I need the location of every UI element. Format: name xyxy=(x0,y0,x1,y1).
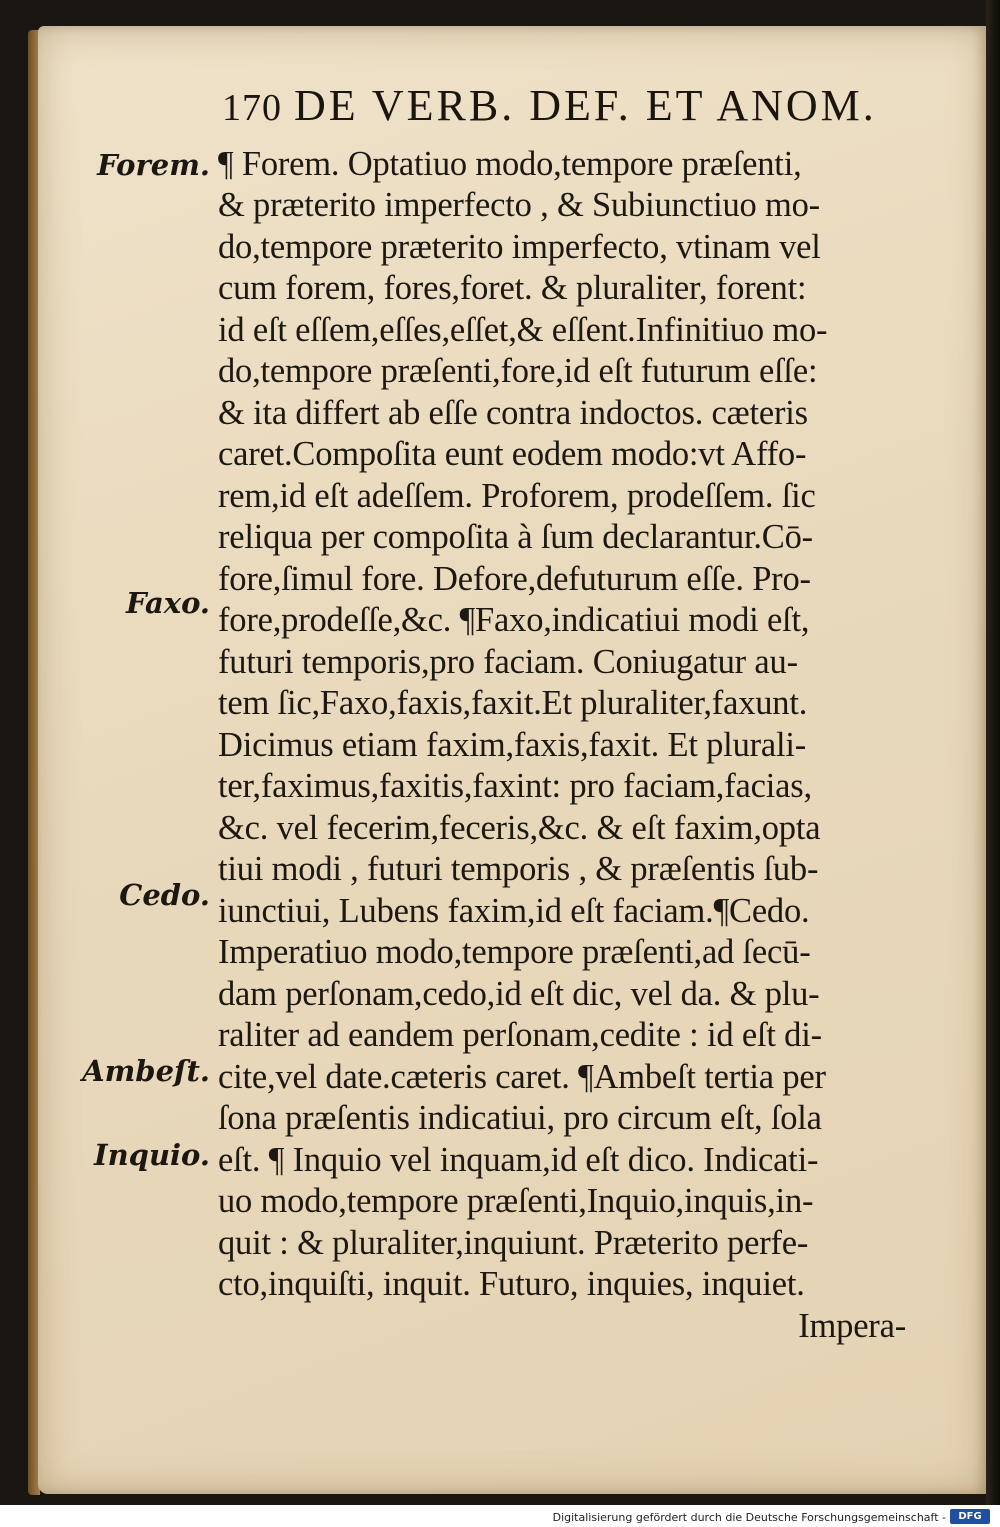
text-line: do,tempore præterito imperfecto, vtinam vel xyxy=(218,228,821,266)
text-line: &c. vel fecerim,feceris,&c. & eſt faxim,opta xyxy=(218,809,821,847)
margin-note-faxo: Faxo. xyxy=(125,586,210,620)
text-line: quit : & pluraliter,inquiunt. Præterito perfe- xyxy=(218,1224,809,1262)
text-line: rem,id eſt adeſſem. Proforem, prodeſſem. ſic xyxy=(218,477,816,515)
footer-credit: Digitalisierung gefördert durch die Deutsche Forschungsgemeinschaft - xyxy=(552,1511,946,1524)
text-line: fore,ſimul fore. Defore,defuturum eſſe. Pro- xyxy=(218,560,811,598)
text-line: Dicimus etiam faxim,faxis,faxit. Et plurali- xyxy=(218,726,807,764)
footer-bar xyxy=(0,1505,1000,1527)
dfg-logo-label: DFG xyxy=(958,1511,982,1522)
text-line: tem ſic,Faxo,faxis,faxit.Et pluraliter,faxunt. xyxy=(218,684,808,722)
text-line: ¶ Forem. Optatiuo modo,tempore præſenti, xyxy=(218,145,802,183)
text-line: caret.Compoſita eunt eodem modo:vt Affo- xyxy=(218,435,807,473)
margin-note-cedo: Cedo. xyxy=(119,878,210,912)
catchword: Impera- xyxy=(798,1307,906,1345)
page-edge-right xyxy=(986,0,1000,1505)
dfg-logo-icon xyxy=(950,1509,990,1524)
text-line: & præterito imperfecto , & Subiunctiuo mo- xyxy=(218,186,820,224)
text-line: iunctiui, Lubens faxim,id eſt faciam.¶Cedo. xyxy=(218,892,810,930)
margin-note-forem: Forem. xyxy=(97,148,210,182)
text-line: do,tempore præſenti,fore,id eſt futurum eſſe: xyxy=(218,352,818,390)
text-line: ter,faximus,faxitis,faxint: pro faciam,facias, xyxy=(218,767,812,805)
running-title: DE VERB. DEF. ET ANOM. xyxy=(294,81,877,130)
text-line: cto,inquiſti, inquit. Futuro, inquies, inquiet. xyxy=(218,1265,805,1303)
text-line: fore,prodeſſe,&c. ¶Faxo,indicatiui modi eſt, xyxy=(218,601,810,639)
text-line: id eſt eſſem,eſſes,eſſet,& eſſent.Infinitiuo mo- xyxy=(218,311,828,349)
text-line: eſt. ¶ Inquio vel inquam,id eſt dico. Indicati- xyxy=(218,1141,819,1179)
text-line: dam perſonam,cedo,id eſt dic, vel da. & plu- xyxy=(218,975,820,1013)
text-line: cite,vel date.cæteris caret. ¶Ambeſt tertia per xyxy=(218,1058,826,1096)
text-line: uo modo,tempore præſenti,Inquio,inquis,in- xyxy=(218,1182,814,1220)
text-line: reliqua per compoſita à ſum declarantur.Cō- xyxy=(218,518,813,556)
margin-note-inquio: Inquio. xyxy=(94,1138,210,1172)
text-line: raliter ad eandem perſonam,cedite : id eſt di- xyxy=(218,1016,822,1054)
text-line: cum forem, fores,foret. & pluraliter, forent: xyxy=(218,269,807,307)
margin-note-ambest: Ambeſt. xyxy=(82,1054,210,1088)
page-number: 170 xyxy=(222,87,282,129)
text-line: & ita differt ab eſſe contra indoctos. cæteris xyxy=(218,394,808,432)
running-header xyxy=(222,80,938,132)
text-line: tiui modi , futuri temporis , & præſentis ſub- xyxy=(218,850,819,888)
text-line: ſona præſentis indicatiui, pro circum eſt, ſola xyxy=(218,1099,822,1137)
text-line: futuri temporis,pro faciam. Coniugatur au- xyxy=(218,643,798,681)
text-line: Imperatiuo modo,tempore præſenti,ad ſecū- xyxy=(218,933,811,971)
